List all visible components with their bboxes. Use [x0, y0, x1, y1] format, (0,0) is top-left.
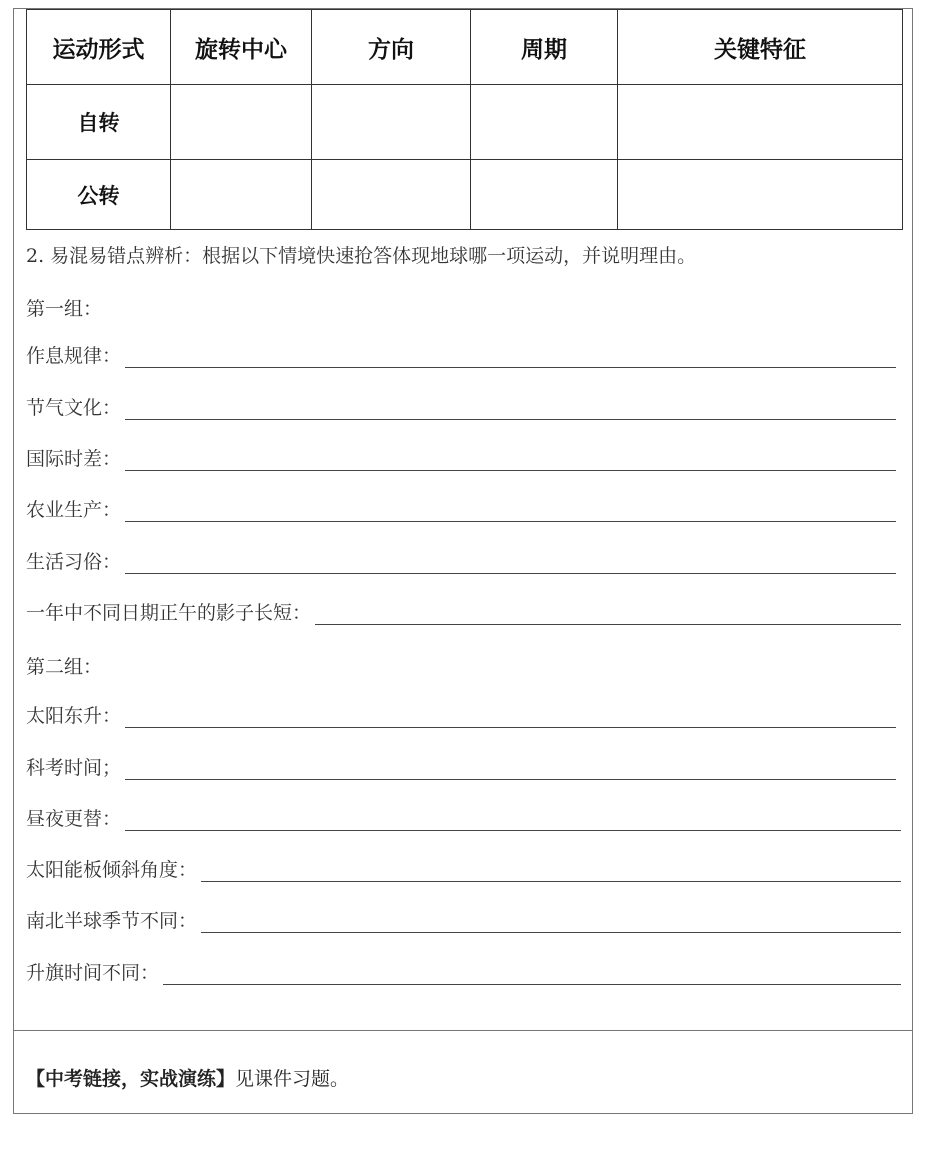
answer-item — [26, 441, 896, 471]
item-label: 升旗时间不同： — [26, 962, 160, 984]
group-2-title: 第二组： — [26, 656, 103, 678]
item-label: 科考时间； — [26, 757, 122, 779]
header-cell: 周期 — [471, 10, 618, 85]
item-label: 南北半球季节不同： — [26, 910, 198, 932]
answer-line[interactable] — [125, 757, 896, 780]
header-cell: 方向 — [312, 10, 471, 85]
item-label: 生活习俗： — [26, 551, 122, 573]
answer-cell[interactable] — [171, 85, 312, 160]
answer-item — [26, 338, 896, 368]
answer-item — [26, 492, 896, 522]
answer-item — [26, 801, 901, 831]
item-label: 农业生产： — [26, 499, 122, 521]
header-cell: 运动形式 — [27, 10, 171, 85]
item-label: 太阳能板倾斜角度： — [26, 859, 198, 881]
answer-item — [26, 903, 901, 933]
item-label: 节气文化： — [26, 397, 122, 419]
motion-table — [26, 9, 903, 230]
item-label: 昼夜更替： — [26, 808, 122, 830]
exam-link-note — [26, 1064, 349, 1091]
answer-line[interactable] — [125, 705, 896, 728]
answer-line[interactable] — [315, 602, 901, 625]
section-divider — [13, 1030, 913, 1031]
exam-link-heading: 【中考链接，实战演练】 — [26, 1068, 236, 1090]
answer-cell[interactable] — [471, 160, 618, 230]
question-prompt: 2. 易混易错点辨析：根据以下情境快速抢答体现地球哪一项运动，并说明理由。 — [26, 245, 697, 267]
answer-line[interactable] — [125, 448, 896, 471]
group-1-title: 第一组： — [26, 298, 103, 320]
table-header-row — [27, 10, 903, 85]
answer-line[interactable] — [125, 808, 901, 831]
header-cell: 关键特征 — [618, 10, 903, 85]
answer-line[interactable] — [125, 397, 896, 420]
answer-line[interactable] — [163, 962, 901, 985]
answer-item — [26, 698, 896, 728]
answer-item — [26, 544, 896, 574]
answer-line[interactable] — [125, 345, 896, 368]
table-row — [27, 85, 903, 160]
answer-line[interactable] — [201, 910, 901, 933]
row-label-revolution: 公转 — [27, 160, 171, 230]
answer-item — [26, 852, 901, 882]
answer-item — [26, 750, 896, 780]
item-label: 太阳东升： — [26, 705, 122, 727]
exam-link-text: 见课件习题。 — [235, 1068, 350, 1090]
answer-line[interactable] — [125, 551, 896, 574]
answer-cell[interactable] — [618, 85, 903, 160]
answer-cell[interactable] — [312, 160, 471, 230]
answer-cell[interactable] — [171, 160, 312, 230]
item-label: 国际时差： — [26, 448, 122, 470]
answer-line[interactable] — [201, 859, 901, 882]
answer-cell[interactable] — [312, 85, 471, 160]
answer-item — [26, 955, 901, 985]
table-row — [27, 160, 903, 230]
answer-cell[interactable] — [618, 160, 903, 230]
answer-item — [26, 595, 901, 625]
item-label: 作息规律： — [26, 345, 122, 367]
header-cell: 旋转中心 — [171, 10, 312, 85]
answer-item — [26, 390, 896, 420]
item-label: 一年中不同日期正午的影子长短： — [26, 602, 312, 624]
answer-line[interactable] — [125, 499, 896, 522]
answer-cell[interactable] — [471, 85, 618, 160]
row-label-rotation: 自转 — [27, 85, 171, 160]
